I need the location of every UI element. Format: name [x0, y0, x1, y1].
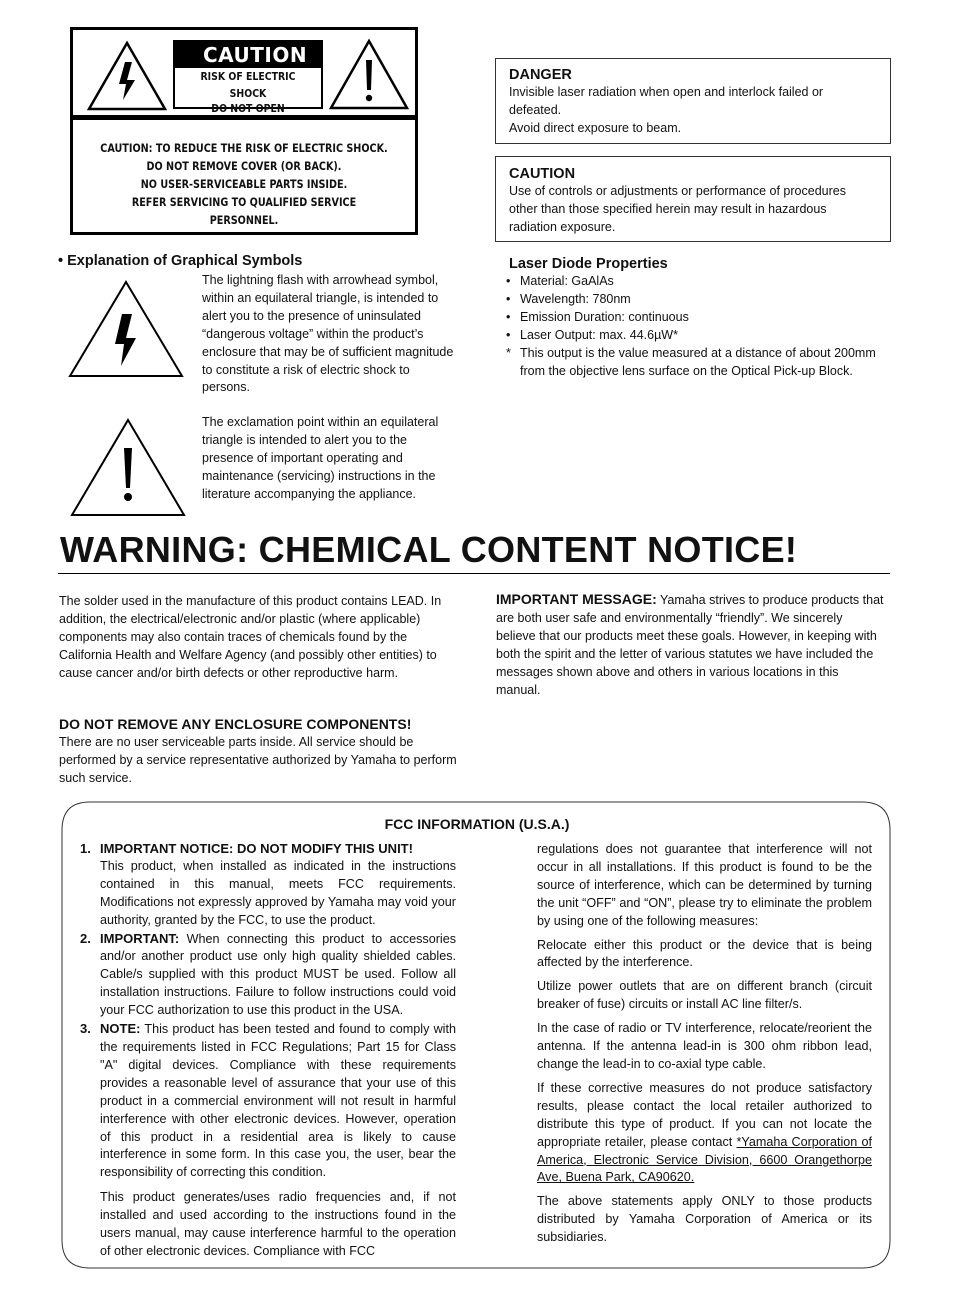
fcc-item-3-text [100, 1020, 456, 1182]
fcc-item-1 [78, 840, 456, 930]
fcc-right-para: Utilize power outlets that are on different branch (circuit breaker of fuse) circuits or install AC line filter/s. [537, 979, 872, 1012]
fcc-item-number: 2. [80, 930, 91, 946]
laser-properties-list [504, 273, 884, 345]
chemical-notice-text: The solder used in the manufacture of this product contains LEAD. In addition, the electrical/electronic and/or plastic (where applicable) components may also contain traces of chemicals found by the California Health and Welfare Agency (and possibly other entities) to cause cancer and/or birth defects or other reproductive harm. [59, 594, 442, 680]
caution-label-box [70, 27, 418, 235]
fcc-left-column [78, 840, 456, 1261]
danger-text [509, 84, 823, 138]
caution-label-heading: CAUTION [175, 42, 321, 68]
laser-footnote: This output is the value measured at a distance of about 200mm from the objective lens surface on the Optical Pick-up Block. [520, 346, 876, 378]
laser-caution-title: CAUTION [509, 166, 576, 182]
fcc-item-1-title: IMPORTANT NOTICE: DO NOT MODIFY THIS UNIT! [100, 841, 413, 856]
caution-box-text [73, 140, 415, 230]
laser-caution-box [495, 156, 891, 242]
laser-caution-text [509, 183, 846, 237]
laser-caution-line: other than those specified herein may result in hazardous [509, 201, 827, 216]
lightning-explanation: The lightning flash with arrowhead symbol, within an equilateral triangle, is intended to alert you to the presence of uninsulated “dangerous voltage” within the product’s enclosure that may be of sufficient magnitude to constitute a risk of electric shock to persons. [202, 273, 454, 395]
fcc-item-1-text: This product, when installed as indicated in the instructions contained in this manual, meets FCC requirements. Modifications not expressly approved by Yamaha may void your authority, granted by the FCC, to use the product. [100, 858, 456, 927]
fcc-item-3-label: NOTE: [100, 1021, 141, 1037]
yamaha-address-link: *Yamaha Corporation of America, Electronic Service Division, 6600 Orangethorpe Ave, Buena Park, CA90620. [537, 1134, 872, 1185]
laser-caution-line: Use of controls or adjustments or performance of procedures [509, 184, 846, 198]
list-item: • Material: GaAlAs [504, 273, 884, 291]
fcc-contact-text: If these corrective measures do not produce satisfactory results, please contact the local retailer authorized to distribute this type of product. If you can not locate the appropriate retailer, please contact [537, 1080, 872, 1149]
symbols-title: • Explanation of Graphical Symbols [58, 253, 303, 269]
caution-box-divider [73, 115, 415, 120]
lightning-triangle-icon [85, 40, 169, 112]
enclosure-title: DO NOT REMOVE ANY ENCLOSURE COMPONENTS! [59, 716, 412, 732]
fcc-item-number: 3. [80, 1021, 91, 1037]
caution-line-3: NO USER-SERVICEABLE PARTS INSIDE. [140, 178, 348, 191]
warning-rule [58, 573, 890, 574]
list-item: • Emission Duration: continuous [504, 309, 884, 327]
fcc-item-3 [78, 1020, 456, 1261]
laser-caution-line: radiation exposure. [509, 219, 616, 234]
caution-line-1: CAUTION: TO REDUCE THE RISK OF ELECTRIC SHOCK. [100, 142, 388, 155]
fcc-title: FCC INFORMATION (U.S.A.) [384, 816, 570, 832]
fcc-right-para [537, 1080, 872, 1187]
important-message-text: Yamaha strives to produce products that are both user safe and environmentally “friendly”. We sincerely believe that our products meet these goals. However, in keeping with both the spirit and the letter of various statutes we have included the messages shown above and others in various locations in this manual. [496, 593, 884, 697]
fcc-item-3-para2: This product generates/uses radio frequencies and, if not installed and used according to the instructions found in the users manual, may cause interference harmful to the operation of other electronic devices. Compliance with FCC [100, 1190, 456, 1258]
caution-line-4: REFER SERVICING TO QUALIFIED SERVICE PERSONNEL. [131, 196, 357, 227]
caution-line-2: DO NOT REMOVE COVER (OR BACK). [146, 160, 342, 173]
caution-label [173, 40, 323, 115]
important-message-label: IMPORTANT MESSAGE: [496, 591, 657, 607]
list-item: • Laser Output: max. 44.6µW* [504, 327, 884, 345]
important-message [496, 591, 884, 699]
danger-line: Avoid direct exposure to beam. [509, 120, 682, 135]
fcc-right-para: Relocate either this product or the device that is being affected by the interference. [537, 937, 872, 970]
fcc-item-3-body: This product has been tested and found to comply with the requirements listed in FCC Regulations; Part 15 for Class "A" digital devices. Compliance with these requirements provides a reasonable level of assurance that your use of this product in a commercial environment will not result in harmful interference with other electronic devices. However, operation of this product in a residential area is likely to cause interference in some form. In this case you, the user, bear the responsibility of correcting this condition. [100, 1022, 456, 1180]
danger-box [495, 58, 891, 144]
exclamation-triangle-icon [327, 38, 411, 112]
fcc-item-2-text [100, 930, 456, 1021]
fcc-item-2 [78, 930, 456, 1021]
exclamation-symbol-icon [70, 418, 186, 518]
fcc-right-para: The above statements apply ONLY to those products distributed by Yamaha Corporation of America or its subsidiaries. [537, 1194, 872, 1245]
lightning-symbol-icon [68, 280, 184, 378]
fcc-item-2-body: When connecting this product to accessories and/or another product use only high quality shielded cables. Cable/s supplied with this product MUST be used. Follow all installation instructions. Failure to follow instructions could void your FCC authorization to use this product in the USA. [100, 931, 456, 1018]
fcc-right-para: In the case of radio or TV interference, relocate/reorient the antenna. If the antenna lead-in is 300 ohm ribbon lead, change the lead-in to co-axial type cable. [537, 1021, 872, 1071]
caution-label-sub-2: DO NOT OPEN [211, 102, 285, 115]
list-item: • Wavelength: 780nm [504, 291, 884, 309]
danger-line: Invisible laser radiation when open and interlock failed or [509, 85, 824, 99]
danger-line: defeated. [509, 102, 562, 117]
fcc-item-2-label: IMPORTANT: [100, 930, 180, 946]
enclosure-text: There are no user serviceable parts inside. All service should be performed by a service representative authorized by Yamaha to perform such service. [59, 735, 457, 785]
warning-heading: WARNING: CHEMICAL CONTENT NOTICE! [60, 529, 798, 570]
caution-label-sub-1: RISK OF ELECTRIC SHOCK [200, 70, 296, 100]
exclamation-explanation: The exclamation point within an equilateral triangle is intended to alert you to the presence of important operating and maintenance (servicing) instructions in the literature accompanying the appliance. [202, 415, 439, 501]
laser-properties-title: Laser Diode Properties [509, 256, 668, 272]
danger-title: DANGER [509, 67, 572, 83]
laser-footnote-mark: * [506, 346, 511, 360]
fcc-right-column [537, 841, 872, 1247]
fcc-right-para: regulations does not guarantee that interference will not occur in all installations. If this product is found to be the source of interference, which can be determined by turning the unit “OFF” and “ON”, please try to eliminate the problem by using one of the following measures: [537, 842, 872, 928]
fcc-item-number: 1. [80, 841, 91, 856]
